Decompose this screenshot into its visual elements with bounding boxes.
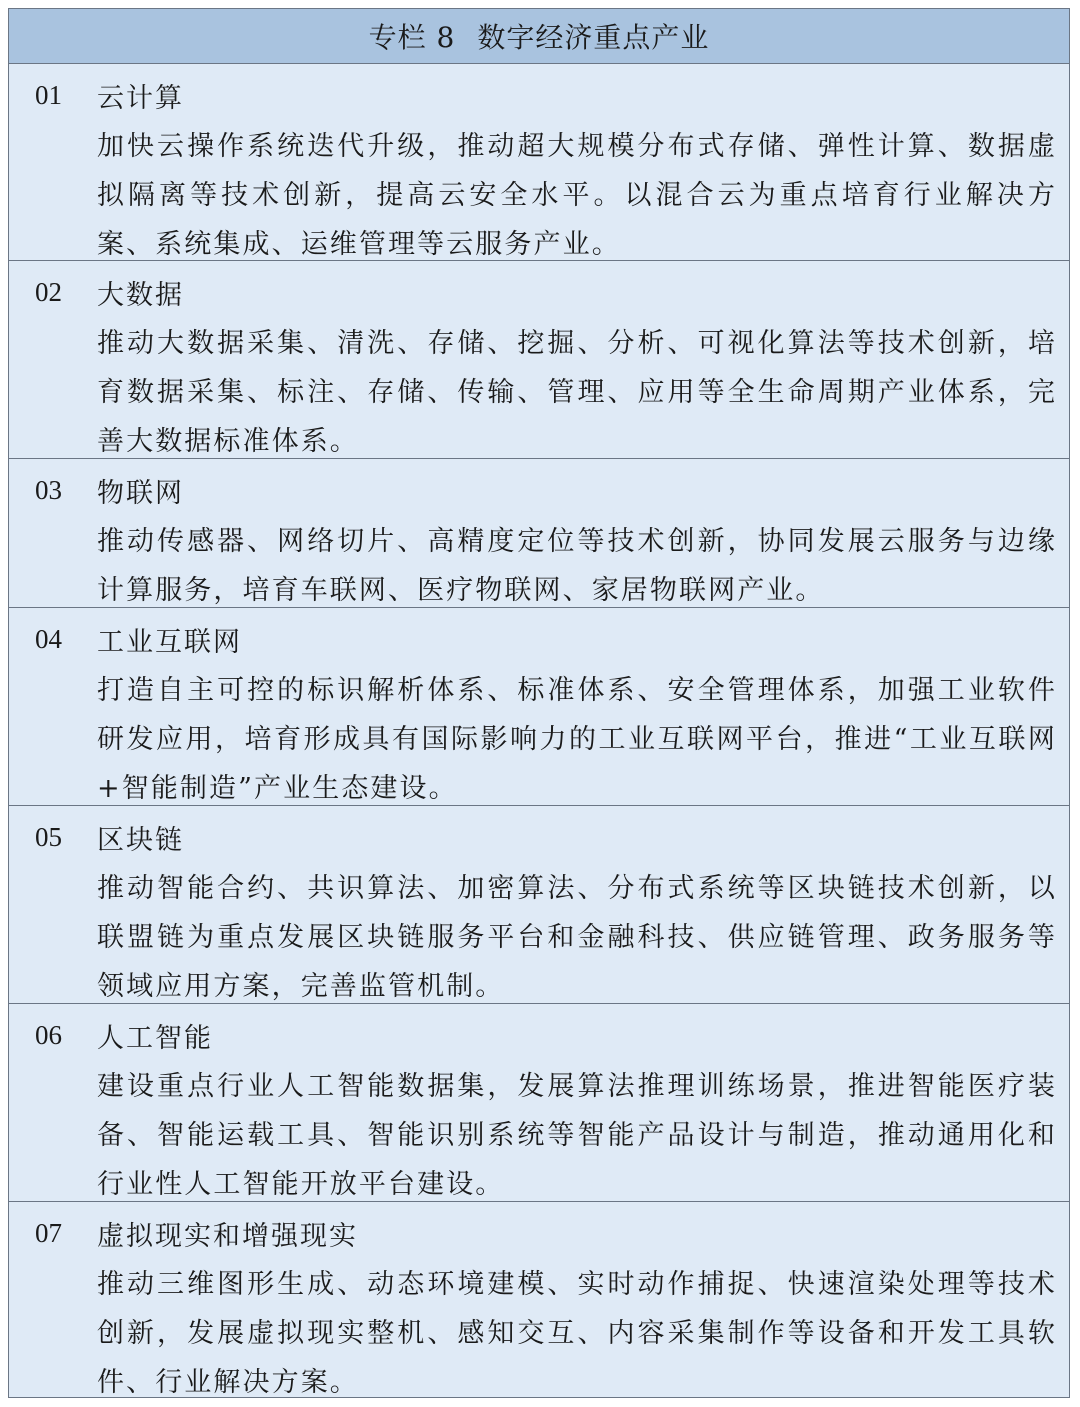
section-title: 工业互联网 <box>97 626 242 658</box>
column-label: 专栏 8 <box>368 21 456 54</box>
section-heading <box>9 620 1069 658</box>
section-big-data <box>9 261 1069 459</box>
section-title: 大数据 <box>97 279 184 311</box>
section-vr-ar <box>9 1202 1069 1398</box>
section-artificial-intelligence <box>9 1004 1069 1202</box>
section-title: 云计算 <box>97 82 184 114</box>
section-heading <box>9 1214 1069 1252</box>
section-number: 05 <box>35 821 62 852</box>
section-heading <box>9 76 1069 114</box>
section-industrial-internet <box>9 608 1069 806</box>
section-body: 推动大数据采集、清洗、存储、挖掘、分析、可视化算法等技术创新，培育数据采集、标注、存储、传输、管理、应用等全生命周期产业体系，完善大数据标准体系。 <box>97 328 1057 457</box>
section-heading <box>9 471 1069 509</box>
section-number: 07 <box>35 1217 62 1248</box>
column-header <box>9 9 1069 64</box>
section-title: 人工智能 <box>97 1022 213 1054</box>
section-cloud-computing <box>9 64 1069 261</box>
section-heading <box>9 273 1069 311</box>
section-number: 04 <box>35 623 62 654</box>
section-number: 02 <box>35 276 62 307</box>
section-iot <box>9 459 1069 608</box>
section-body: 推动三维图形生成、动态环境建模、实时动作捕捉、快速渲染处理等技术创新，发展虚拟现实整机、感知交互、内容采集制作等设备和开发工具软件、行业解决方案。 <box>97 1269 1057 1398</box>
column-box <box>8 8 1070 1398</box>
section-body: 加快云操作系统迭代升级，推动超大规模分布式存储、弹性计算、数据虚拟隔离等技术创新，提高云安全水平。以混合云为重点培育行业解决方案、系统集成、运维管理等云服务产业。 <box>97 131 1057 260</box>
section-title: 虚拟现实和增强现实 <box>97 1220 358 1252</box>
section-number: 06 <box>35 1019 62 1050</box>
section-heading <box>9 818 1069 856</box>
section-blockchain <box>9 806 1069 1004</box>
section-body: 推动智能合约、共识算法、加密算法、分布式系统等区块链技术创新，以联盟链为重点发展区块链服务平台和金融科技、供应链管理、政务服务等领域应用方案，完善监管机制。 <box>97 873 1057 1002</box>
section-body: 建设重点行业人工智能数据集，发展算法推理训练场景，推进智能医疗装备、智能运载工具、智能识别系统等智能产品设计与制造，推动通用化和行业性人工智能开放平台建设。 <box>97 1071 1057 1200</box>
section-body: 打造自主可控的标识解析体系、标准体系、安全管理体系，加强工业软件研发应用，培育形成具有国际影响力的工业互联网平台，推进“工业互联网+智能制造”产业生态建设。 <box>97 675 1057 804</box>
section-title: 区块链 <box>97 824 184 856</box>
column-title: 数字经济重点产业 <box>477 21 710 54</box>
section-title: 物联网 <box>97 477 184 509</box>
section-heading <box>9 1016 1069 1054</box>
section-number: 01 <box>35 79 62 110</box>
section-body: 推动传感器、网络切片、高精度定位等技术创新，协同发展云服务与边缘计算服务，培育车联网、医疗物联网、家居物联网产业。 <box>97 526 1057 606</box>
section-number: 03 <box>35 474 62 505</box>
